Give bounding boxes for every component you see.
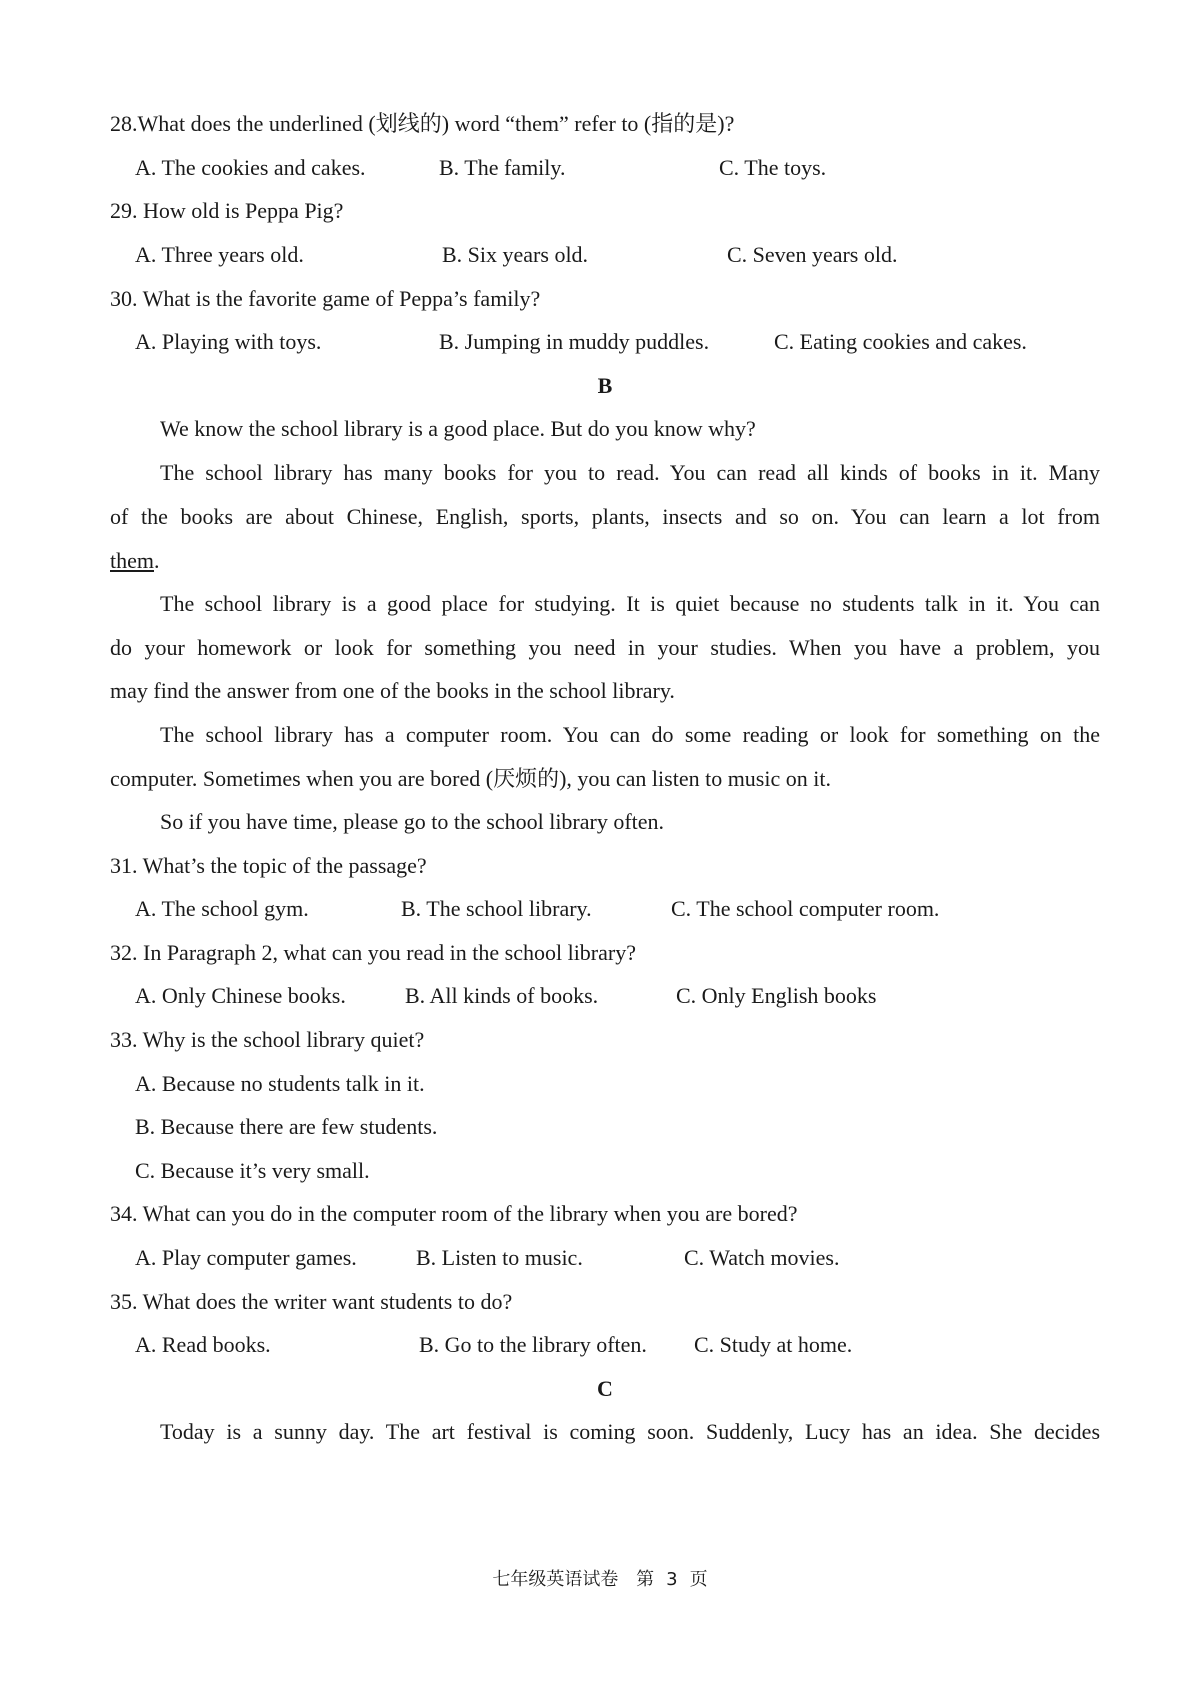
question-35-stem: 35. What does the writer want students to do?: [110, 1289, 513, 1314]
section-b-heading: B: [597, 373, 613, 398]
question-33-option-c: C. Because it’s very small.: [135, 1158, 370, 1183]
passage-b-paragraph-3-line-2: do your homework or look for something you need in your studies. When you have a problem, you: [110, 635, 1100, 660]
option-c: C. Seven years old.: [727, 242, 898, 267]
option-b: B. The school library.: [401, 896, 592, 921]
question-31-stem: 31. What’s the topic of the passage?: [110, 853, 427, 878]
passage-b-paragraph-4-line-1: The school library has a computer room. You can do some reading or look for something on the: [160, 722, 1100, 747]
section-c-heading: C: [597, 1376, 613, 1401]
option-c: C. Eating cookies and cakes.: [774, 329, 1027, 354]
question-34-stem: 34. What can you do in the computer room of the library when you are bored?: [110, 1201, 798, 1226]
option-c: C. The school computer room.: [671, 896, 940, 921]
option-a: A. Play computer games.: [135, 1245, 357, 1270]
option-c: C. The toys.: [719, 155, 827, 180]
period: .: [154, 548, 160, 573]
passage-b-paragraph-2-line-2: of the books are about Chinese, English, sports, plants, insects and so on. You can learn a lot from: [110, 504, 1100, 529]
underlined-word-them: them: [110, 548, 154, 573]
passage-c-paragraph-1-line-1: Today is a sunny day. The art festival is coming soon. Suddenly, Lucy has an idea. She decides: [160, 1419, 1100, 1444]
footer-page-prefix: 第: [636, 1569, 655, 1590]
passage-b-paragraph-1: We know the school library is a good place. But do you know why?: [160, 416, 756, 441]
footer-page-suffix: 页: [689, 1569, 708, 1590]
option-b: B. Listen to music.: [416, 1245, 583, 1270]
passage-b-paragraph-4-line-2: computer. Sometimes when you are bored (厌烦的), you can listen to music on it.: [110, 766, 831, 791]
question-33-option-b: B. Because there are few students.: [135, 1114, 438, 1139]
option-b: B. Six years old.: [442, 242, 589, 267]
option-a: A. Only Chinese books.: [135, 983, 346, 1008]
option-c: C. Study at home.: [694, 1332, 853, 1357]
passage-b-paragraph-5: So if you have time, please go to the school library often.: [160, 809, 665, 834]
option-c: C. Watch movies.: [684, 1245, 840, 1270]
passage-b-paragraph-3-line-3: may find the answer from one of the books in the school library.: [110, 678, 675, 703]
question-28-stem: 28.What does the underlined (划线的) word “them” refer to (指的是)?: [110, 111, 735, 136]
option-b: B. All kinds of books.: [405, 983, 599, 1008]
question-30-stem: 30. What is the favorite game of Peppa’s family?: [110, 286, 541, 311]
passage-b-paragraph-2-line-3: [110, 547, 1100, 575]
option-b: B. Go to the library often.: [419, 1332, 647, 1357]
option-a: A. The cookies and cakes.: [135, 155, 366, 180]
footer-exam-title: 七年级英语试卷: [492, 1569, 619, 1590]
option-a: A. Playing with toys.: [135, 329, 322, 354]
question-33-stem: 33. Why is the school library quiet?: [110, 1027, 425, 1052]
question-32-stem: 32. In Paragraph 2, what can you read in the school library?: [110, 940, 636, 965]
footer-page-number: 3: [666, 1569, 678, 1590]
page-footer: [0, 1568, 1200, 1592]
option-b: B. Jumping in muddy puddles.: [439, 329, 710, 354]
option-a: A. Read books.: [135, 1332, 271, 1357]
question-29-stem: 29. How old is Peppa Pig?: [110, 198, 344, 223]
option-b: B. The family.: [439, 155, 566, 180]
passage-b-paragraph-3-line-1: The school library is a good place for studying. It is quiet because no students talk in it. You can: [160, 591, 1100, 616]
option-a: A. The school gym.: [135, 896, 309, 921]
passage-b-paragraph-2-line-1: The school library has many books for you to read. You can read all kinds of books in it. Many: [160, 460, 1100, 485]
question-33-option-a: A. Because no students talk in it.: [135, 1071, 425, 1096]
option-a: A. Three years old.: [135, 242, 304, 267]
option-c: C. Only English books: [676, 983, 877, 1008]
